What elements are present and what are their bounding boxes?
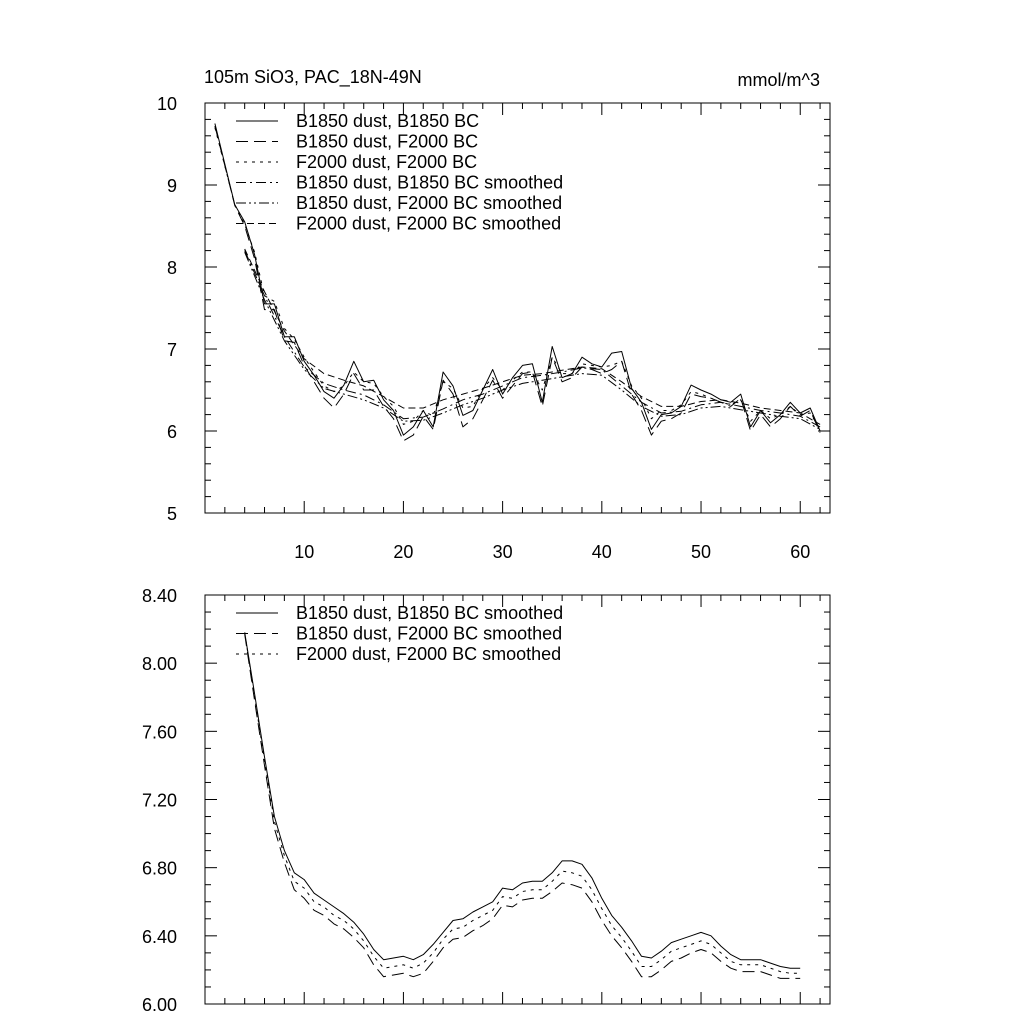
y-tick-label: 7.60 <box>141 722 177 743</box>
legend-label-1: B1850 dust, B1850 BC <box>296 111 480 131</box>
bottom-panel <box>142 586 830 1015</box>
legend-label-1: B1850 dust, B1850 BC smoothed <box>296 603 564 623</box>
x-tick-label: 20 <box>393 542 414 562</box>
series-line-3 <box>245 633 801 974</box>
top-panel-title: 105m SiO3, PAC_18N-49N <box>204 67 422 87</box>
y-tick-label: 6.00 <box>141 995 177 1015</box>
legend-label-3: F2000 dust, F2000 BC <box>296 152 478 172</box>
x-tick-label: 60 <box>790 542 811 562</box>
series-line-2 <box>245 634 801 978</box>
legend-label-6: F2000 dust, F2000 BC smoothed <box>296 213 562 234</box>
x-tick-label: 30 <box>492 542 513 562</box>
series-line-6 <box>245 249 820 424</box>
y-tick-label: 8.40 <box>141 586 177 606</box>
legend-label-4: B1850 dust, B1850 BC smoothed <box>296 172 564 193</box>
y-tick-label: 8 <box>166 258 177 278</box>
y-tick-label: 6.80 <box>141 858 177 879</box>
y-tick-label: 6.40 <box>141 926 177 947</box>
top-panel <box>157 67 830 562</box>
y-tick-label: 5 <box>166 504 177 524</box>
legend-label-2: B1850 dust, F2000 BC <box>296 131 479 152</box>
y-tick-label: 9 <box>166 176 177 196</box>
y-tick-label: 6 <box>166 422 177 442</box>
x-tick-label: 40 <box>591 542 612 562</box>
y-tick-label: 7.20 <box>141 790 177 811</box>
series-line-1 <box>245 633 801 969</box>
y-tick-label: 7 <box>166 340 177 360</box>
y-tick-label: 10 <box>156 94 177 114</box>
legend-label-5: B1850 dust, F2000 BC smoothed <box>296 193 563 213</box>
legend-label-2: B1850 dust, F2000 BC smoothed <box>296 623 563 644</box>
x-tick-label: 50 <box>691 542 712 562</box>
top-panel-units: mmol/m^3 <box>737 70 820 90</box>
y-tick-label: 8.00 <box>141 654 177 675</box>
legend-label-3: F2000 dust, F2000 BC smoothed <box>296 644 562 664</box>
x-tick-label: 10 <box>294 542 315 562</box>
